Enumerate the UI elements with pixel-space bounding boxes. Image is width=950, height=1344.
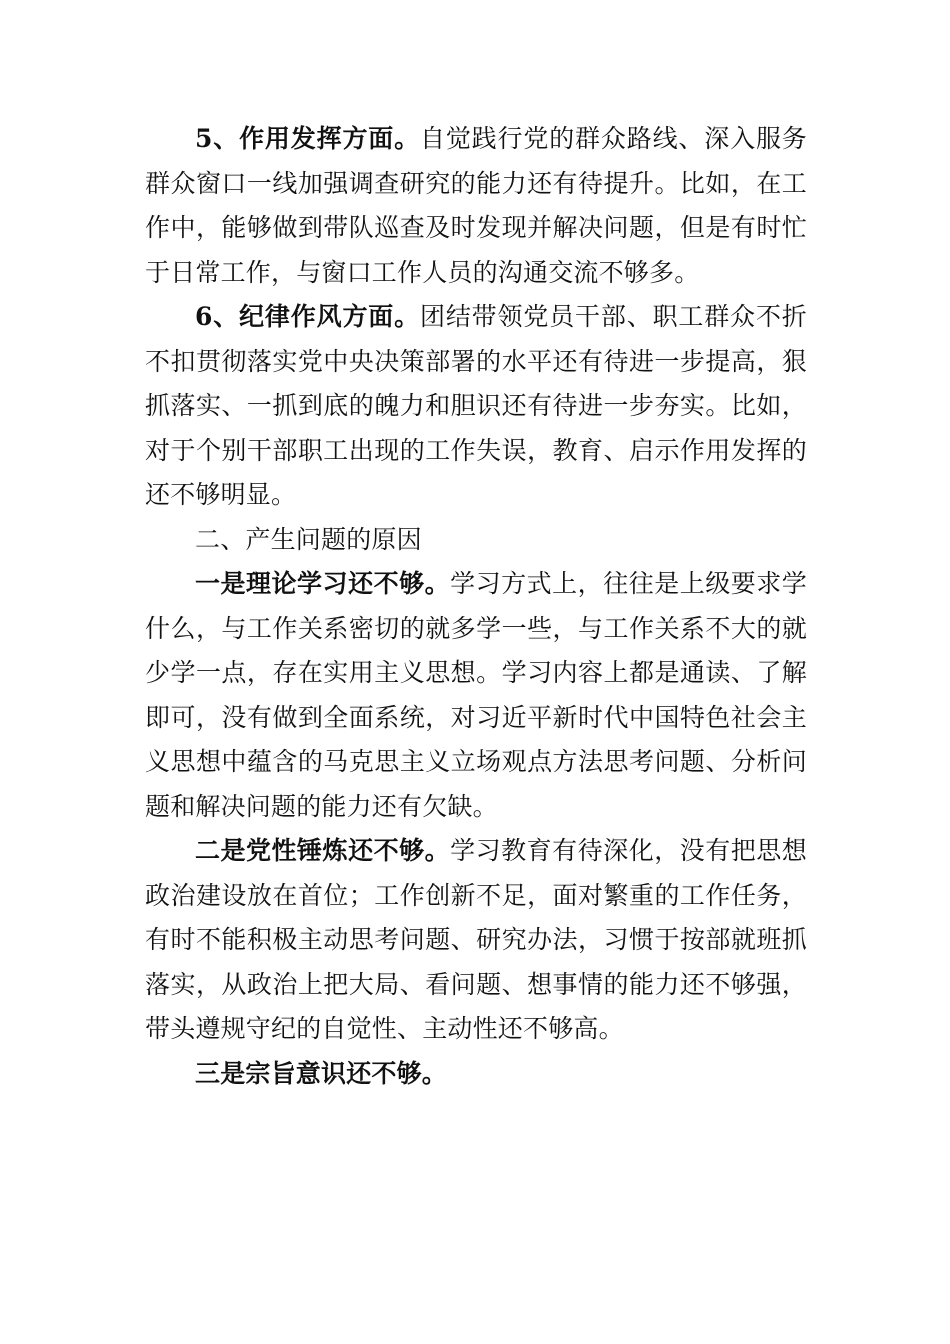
paragraph-discipline-style xyxy=(145,295,807,518)
reason-theory-study xyxy=(145,562,807,829)
reason-purpose-awareness xyxy=(145,1052,807,1097)
reason-party-spirit xyxy=(145,829,807,1052)
document-page xyxy=(145,117,807,1096)
paragraph-role-performance xyxy=(145,117,807,295)
section-heading: 二、产生问题的原因 xyxy=(195,524,422,554)
reason-body: 学习方式上，往往是上级要求学什么，与工作关系密切的就多学一些，与工作关系不大的就少学一点，存在实用主义思想。学习内容上都是通读、了解即可，没有做到全面系统，对习近平新时代中国特色社会主义思想中蕴含的马克思主义立场观点方法思考问题、分析问题和解决问题的能力还有欠缺。 xyxy=(145,569,807,821)
paragraph-body: 自觉践行党的群众路线、深入服务群众窗口一线加强调查研究的能力还有待提升。比如，在工作中，能够做到带队巡查及时发现并解决问题，但是有时忙于日常工作，与窗口工作人员的沟通交流不够多。 xyxy=(145,124,807,287)
reason-body: 学习教育有待深化，没有把思想政治建设放在首位；工作创新不足，面对繁重的工作任务，有时不能积极主动思考问题、研究办法，习惯于按部就班抓落实，从政治上把大局、看问题、想事情的能力还不够强，带头遵规守纪的自觉性、主动性还不够高。 xyxy=(145,836,807,1043)
paragraph-body: 团结带领党员干部、职工群众不折不扣贯彻落实党中央决策部署的水平还有待进一步提高，狠抓落实、一抓到底的魄力和胆识还有待进一步夯实。比如，对于个别干部职工出现的工作失误，教育、启示作用发挥的还不够明显。 xyxy=(145,302,807,509)
reason-lead: 一是理论学习还不够。 xyxy=(195,569,451,598)
reason-lead: 三是宗旨意识还不够。 xyxy=(195,1058,448,1088)
paragraph-lead: 6、纪律作风方面。 xyxy=(195,302,420,331)
paragraph-lead: 5、作用发挥方面。 xyxy=(195,124,420,153)
reason-lead: 二是党性锤炼还不够。 xyxy=(195,836,451,865)
